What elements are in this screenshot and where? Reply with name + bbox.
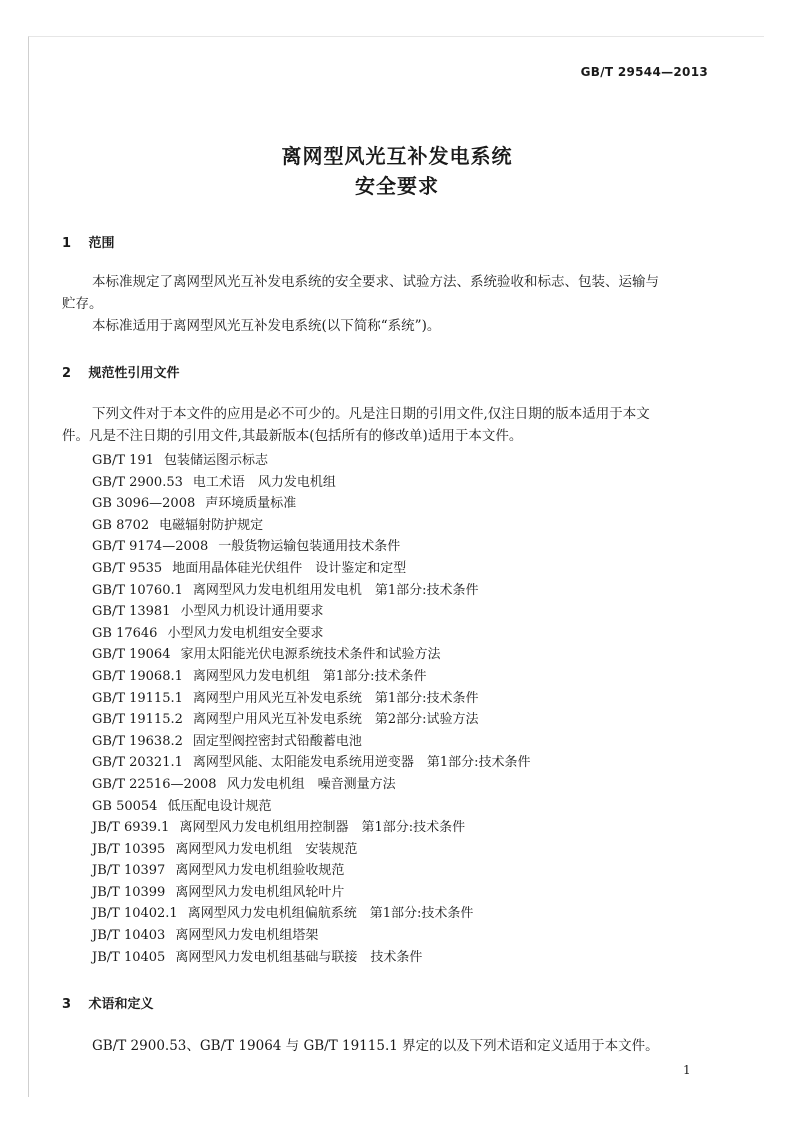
reference-title: 离网型风力发电机组用控制器 第1部分:技术条件 xyxy=(179,820,466,836)
reference-item xyxy=(92,709,531,731)
reference-item xyxy=(92,536,531,558)
reference-item xyxy=(92,666,531,688)
reference-code: GB/T 20321.1 xyxy=(92,755,183,771)
scope-paragraph-line2: 贮存。 xyxy=(62,296,103,312)
reference-title: 离网型户用风光互补发电系统 第1部分:技术条件 xyxy=(192,690,479,706)
reference-code: GB/T 19115.1 xyxy=(92,690,183,706)
reference-code: GB/T 10760.1 xyxy=(92,582,183,598)
reference-item xyxy=(92,450,531,472)
reference-code: GB 17646 xyxy=(92,625,158,641)
section-3-heading xyxy=(62,993,154,1012)
reference-title: 声环境质量标准 xyxy=(205,496,297,512)
section-title: 术语和定义 xyxy=(88,997,154,1012)
reference-item xyxy=(92,839,531,861)
reference-title: 离网型风力发电机组风轮叶片 xyxy=(175,884,345,900)
standard-number: GB/T 29544—2013 xyxy=(580,65,708,79)
scope-applicability-paragraph: 本标准适用于离网型风光互补发电系统(以下简称“系统”)。 xyxy=(92,318,441,334)
reference-item xyxy=(92,882,531,904)
reference-code: JB/T 10403 xyxy=(92,928,166,944)
reference-title: 固定型阀控密封式铅酸蓄电池 xyxy=(192,733,362,749)
reference-item xyxy=(92,515,531,537)
reference-title: 一般货物运输包装通用技术条件 xyxy=(218,539,401,555)
reference-code: GB/T 9535 xyxy=(92,560,163,576)
reference-code: JB/T 10405 xyxy=(92,949,166,965)
reference-code: GB/T 13981 xyxy=(92,604,171,620)
terms-paragraph: GB/T 2900.53、GB/T 19064 与 GB/T 19115.1 界定的以及下列术语和定义适用于本文件。 xyxy=(92,1038,659,1054)
reference-code: GB/T 19064 xyxy=(92,647,171,663)
reference-code: JB/T 6939.1 xyxy=(92,820,170,836)
reference-title: 小型风力机设计通用要求 xyxy=(180,604,324,620)
reference-title: 地面用晶体硅光伏组件 设计鉴定和定型 xyxy=(172,560,407,576)
reference-item xyxy=(92,796,531,818)
reference-title: 家用太阳能光伏电源系统技术条件和试验方法 xyxy=(180,647,441,663)
normative-references-list xyxy=(92,450,531,968)
reference-title: 离网型风力发电机组塔架 xyxy=(175,928,319,944)
references-intro-line1: 下列文件对于本文件的应用是必不可少的。凡是注日期的引用文件,仅注日期的版本适用于本文 xyxy=(92,406,650,422)
reference-item xyxy=(92,925,531,947)
reference-title: 包装储运图示标志 xyxy=(163,453,268,468)
reference-code: JB/T 10395 xyxy=(92,841,166,857)
scope-paragraph-line1: 本标准规定了离网型风光互补发电系统的安全要求、试验方法、系统验收和标志、包装、运输与 xyxy=(92,274,659,290)
section-number: 1 xyxy=(62,236,72,251)
reference-code: GB/T 2900.53 xyxy=(92,474,183,490)
reference-item xyxy=(92,472,531,494)
reference-item xyxy=(92,558,531,580)
reference-title: 离网型户用风光互补发电系统 第2部分:试验方法 xyxy=(192,712,479,728)
reference-code: GB 3096—2008 xyxy=(92,496,196,512)
reference-item xyxy=(92,688,531,710)
reference-item xyxy=(92,947,531,969)
reference-item xyxy=(92,623,531,645)
reference-title: 离网型风力发电机组 第1部分:技术条件 xyxy=(192,668,427,684)
reference-title: 离网型风力发电机组验收规范 xyxy=(175,863,345,879)
reference-title: 离网型风力发电机组 安装规范 xyxy=(175,841,358,857)
reference-code: GB 50054 xyxy=(92,798,158,814)
reference-code: GB/T 19638.2 xyxy=(92,733,183,749)
reference-item xyxy=(92,860,531,882)
reference-code: GB/T 9174—2008 xyxy=(92,539,209,555)
reference-item xyxy=(92,580,531,602)
section-number: 2 xyxy=(62,366,72,381)
reference-item xyxy=(92,601,531,623)
reference-title: 离网型风能、太阳能发电系统用逆变器 第1部分:技术条件 xyxy=(192,755,531,771)
reference-code: GB 8702 xyxy=(92,517,150,533)
reference-code: JB/T 10399 xyxy=(92,884,166,900)
section-title: 范围 xyxy=(88,236,115,251)
reference-title: 风力发电机组 噪音测量方法 xyxy=(226,776,396,792)
reference-title: 电磁辐射防护规定 xyxy=(159,517,264,533)
reference-title: 电工术语 风力发电机组 xyxy=(192,474,336,490)
section-2-heading xyxy=(62,362,180,381)
reference-title: 离网型风力发电机组用发电机 第1部分:技术条件 xyxy=(192,582,479,598)
reference-code: GB/T 19115.2 xyxy=(92,712,183,728)
reference-item xyxy=(92,752,531,774)
reference-code: GB/T 22516—2008 xyxy=(92,776,217,792)
reference-item xyxy=(92,493,531,515)
reference-title: 离网型风力发电机组偏航系统 第1部分:技术条件 xyxy=(187,906,474,922)
reference-code: GB/T 191 xyxy=(92,453,154,468)
references-intro-line2: 件。凡是不注日期的引用文件,其最新版本(包括所有的修改单)适用于本文件。 xyxy=(62,428,523,444)
document-title: 离网型风光互补发电系统 xyxy=(281,144,513,168)
reference-title: 小型风力发电机组安全要求 xyxy=(167,625,324,641)
page-number: 1 xyxy=(683,1063,691,1077)
section-number: 3 xyxy=(62,997,72,1012)
section-title: 规范性引用文件 xyxy=(88,366,180,381)
reference-code: JB/T 10397 xyxy=(92,863,166,879)
reference-item xyxy=(92,644,531,666)
reference-item xyxy=(92,817,531,839)
reference-title: 离网型风力发电机组基础与联接 技术条件 xyxy=(175,949,423,965)
reference-item xyxy=(92,774,531,796)
reference-item xyxy=(92,903,531,925)
reference-title: 低压配电设计规范 xyxy=(167,798,272,814)
reference-code: GB/T 19068.1 xyxy=(92,668,183,684)
reference-item xyxy=(92,731,531,753)
reference-code: JB/T 10402.1 xyxy=(92,906,178,922)
document-subtitle: 安全要求 xyxy=(355,174,439,198)
section-1-heading xyxy=(62,232,115,251)
